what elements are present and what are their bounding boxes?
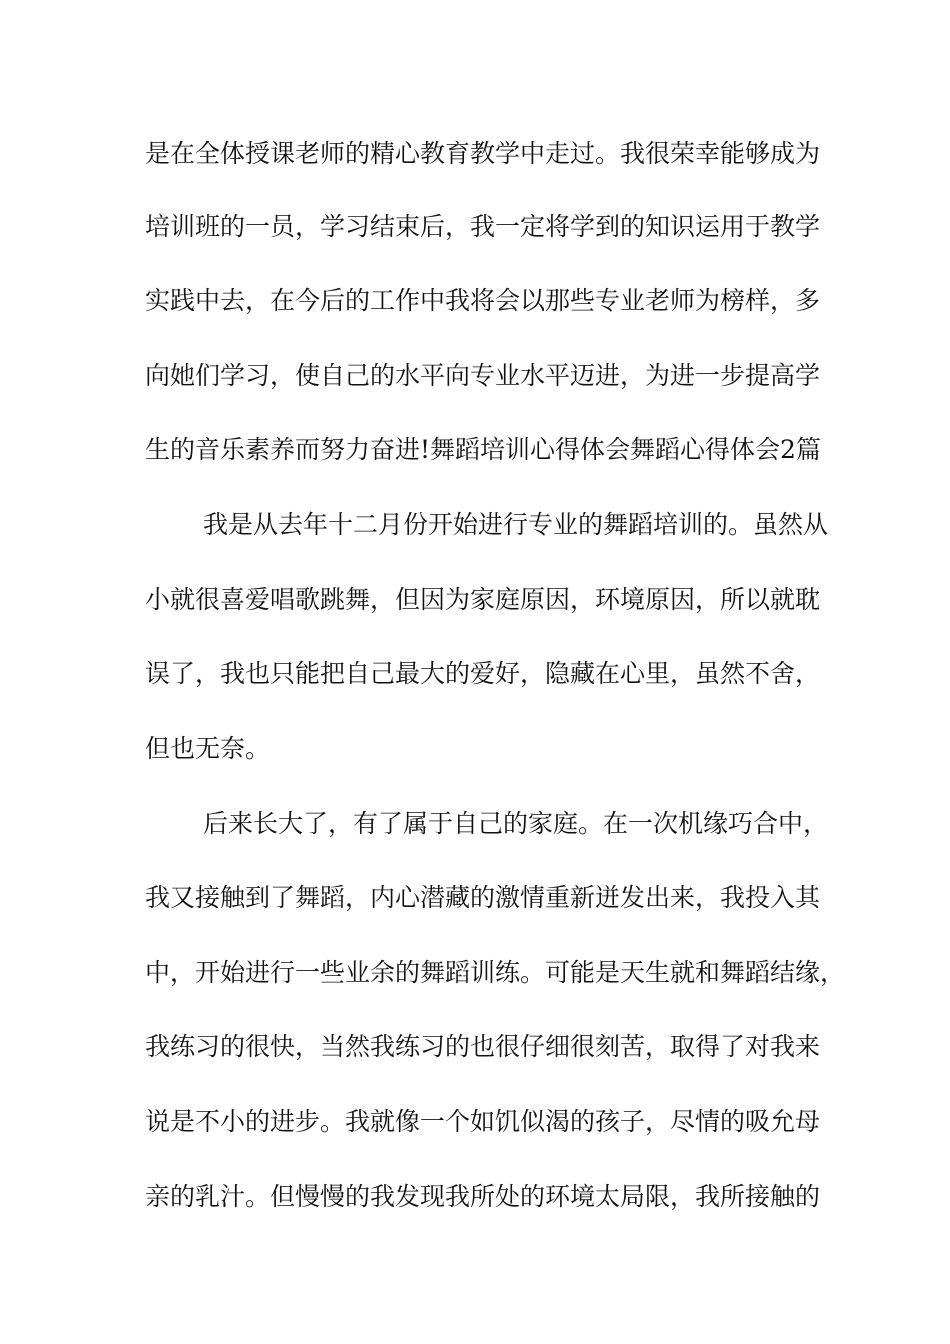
text-line: 向她们学习，使自己的水平向专业水平迈进，为进一步提高学: [145, 361, 821, 390]
text-line: 误了，我也只能把自己最大的爱好，隐藏在心里，虽然不舍，: [145, 659, 821, 688]
text-line: 是在全体授课老师的精心教育教学中走过。我很荣幸能够成为: [145, 139, 821, 168]
text-line: 生的音乐素养而努力奋进!舞蹈培训心得体会舞蹈心得体会2篇: [145, 435, 821, 464]
text-line: 说是不小的进步。我就像一个如饥似渴的孩子，尽情的吸允母: [145, 1107, 821, 1136]
paragraph-start-line: 我是从去年十二月份开始进行专业的舞蹈培训的。虽然从: [203, 510, 829, 539]
text-line: 实践中去，在今后的工作中我将会以那些专业老师为榜样，多: [145, 286, 821, 315]
text-line: 我又接触到了舞蹈，内心潜藏的激情重新迸发出来，我投入其: [145, 883, 821, 912]
paragraph-start-line: 后来长大了，有了属于自己的家庭。在一次机缘巧合中，: [203, 809, 829, 838]
text-line: 小就很喜爱唱歌跳舞，但因为家庭原因，环境原因，所以就耽: [145, 585, 821, 614]
text-line: 培训班的一员，学习结束后，我一定将学到的知识运用于教学: [145, 212, 821, 241]
text-line: 但也无奈。: [145, 734, 271, 763]
text-line: 中，开始进行一些业余的舞蹈训练。可能是天生就和舞蹈结缘，: [145, 958, 846, 987]
text-line: 亲的乳汁。但慢慢的我发现我所处的环境太局限，我所接触的: [145, 1182, 821, 1211]
text-line: 我练习的很快，当然我练习的也很仔细很刻苦，取得了对我来: [145, 1032, 821, 1061]
